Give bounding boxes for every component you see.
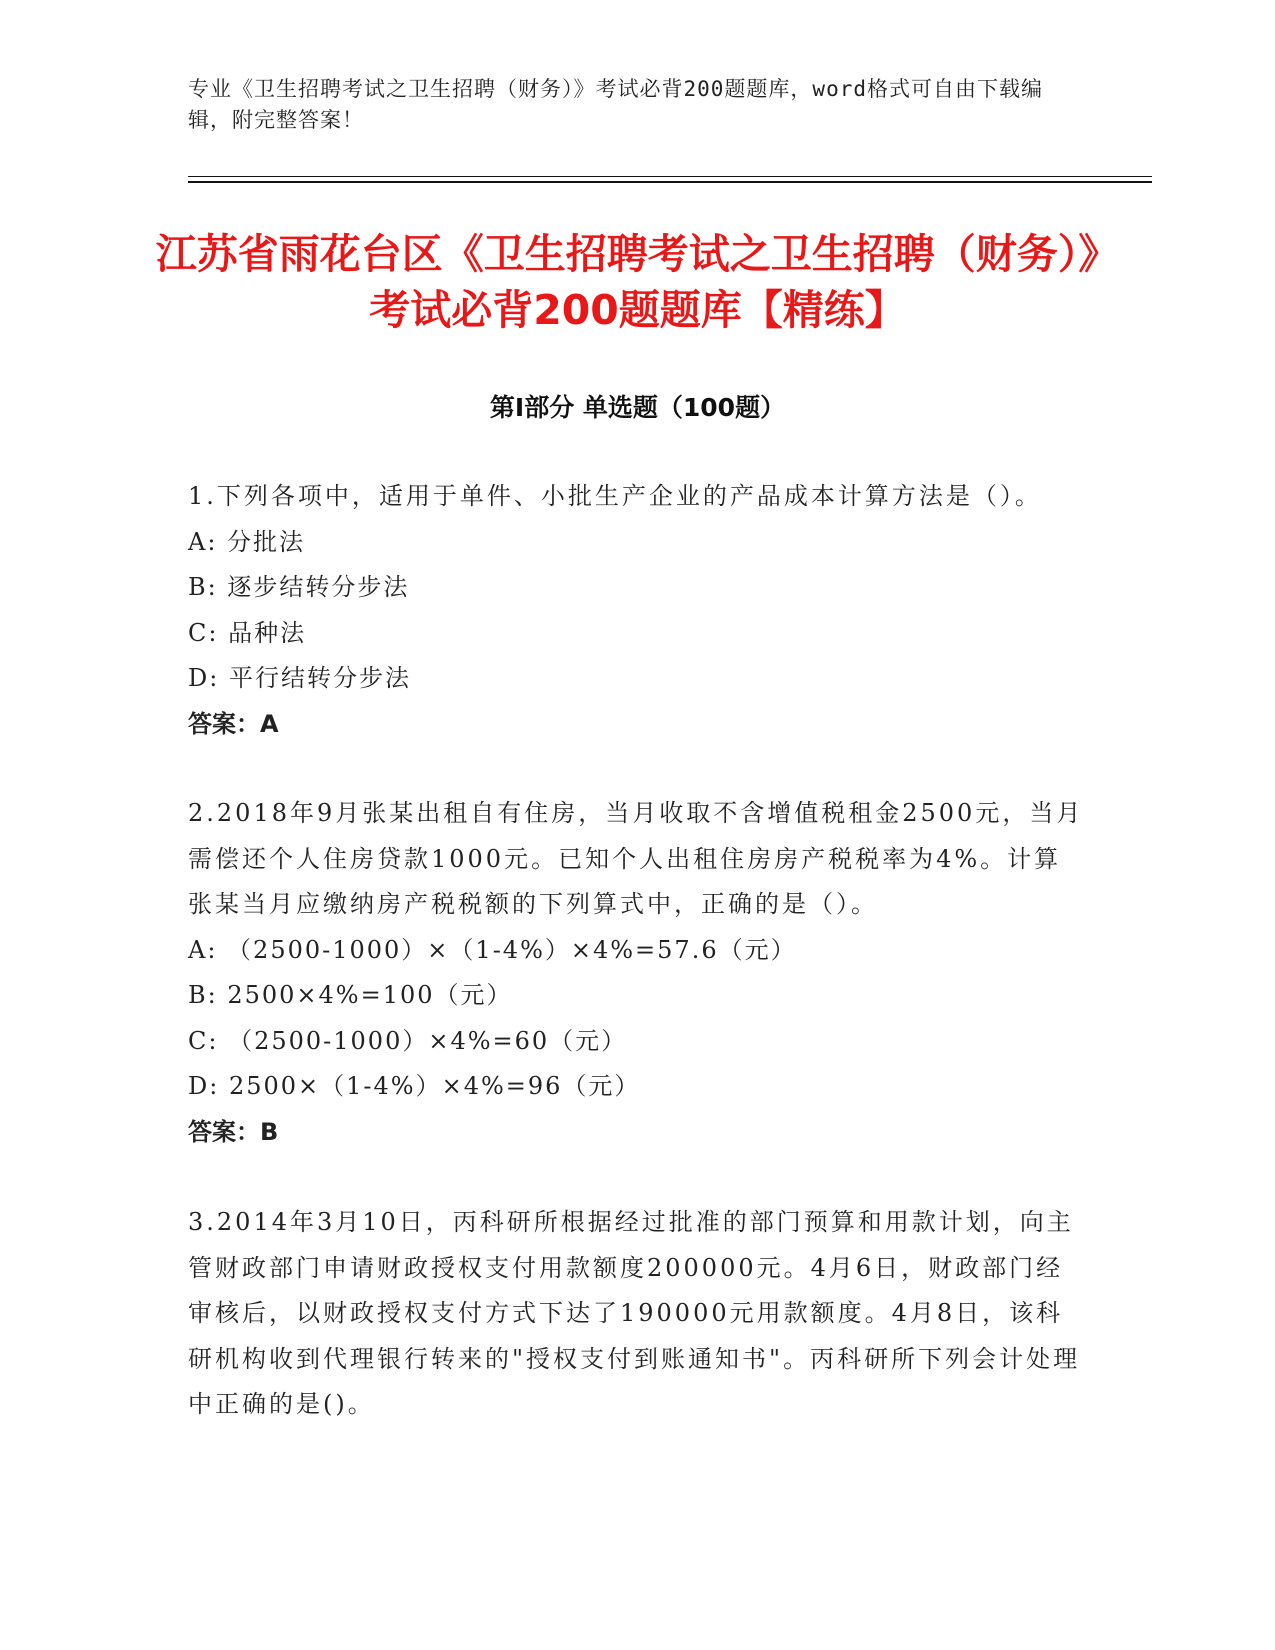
option-c: C: （2500-1000）×4%=60（元） <box>188 1026 628 1055</box>
answer-label: 答案：B <box>188 1117 279 1146</box>
option-a: A: 分批法 <box>188 527 306 556</box>
option-d: D: 平行结转分步法 <box>188 664 411 692</box>
answer-label: 答案：A <box>188 709 279 738</box>
question-3 <box>188 1200 1088 1428</box>
question-stem: 1.下列各项中，适用于单件、小批生产企业的产品成本计算方法是（）。 <box>188 482 1042 510</box>
document-title: 江苏省雨花台区《卫生招聘考试之卫生招聘（财务）》考试必背200题题库【精练】 <box>155 230 1120 334</box>
question-1 <box>188 474 1088 747</box>
section-title: 第I部分 单选题（100题） <box>489 393 786 422</box>
question-stem: 3.2014年3月10日，丙科研所根据经过批准的部门预算和用款计划，向主管财政部门申请财政授权支付用款额度200000元。4月6日，财政部门经审核后，以财政授权支付方式下达了190000元用款额度。4月8日，该科研机构收到代理银行转来的"授权支付到账通知书"。丙科研所下列会计处理中正确的是()。 <box>188 1208 1081 1418</box>
option-b: B: 2500×4%=100（元） <box>188 981 513 1009</box>
header-divider-thick <box>188 181 1152 183</box>
option-b: B: 逐步结转分步法 <box>188 573 410 601</box>
option-d: D: 2500×（1-4%）×4%=96（元） <box>188 1072 641 1100</box>
header-divider-thin <box>188 176 1152 177</box>
question-list <box>188 474 1088 1473</box>
option-a: A: （2500-1000）×（1-4%）×4%=57.6（元） <box>188 935 797 964</box>
question-2 <box>188 791 1088 1155</box>
question-stem: 2.2018年9月张某出租自有住房，当月收取不含增值税租金2500元，当月需偿还个人住房贷款1000元。已知个人出租住房房产税税率为4%。计算张某当月应缴纳房产税税额的下列算式中，正确的是（）。 <box>188 799 1084 918</box>
header-note: 专业《卫生招聘考试之卫生招聘（财务）》考试必背200题题库，word格式可自由下载编辑，附完整答案！ <box>188 77 1043 132</box>
option-c: C: 品种法 <box>188 618 307 647</box>
